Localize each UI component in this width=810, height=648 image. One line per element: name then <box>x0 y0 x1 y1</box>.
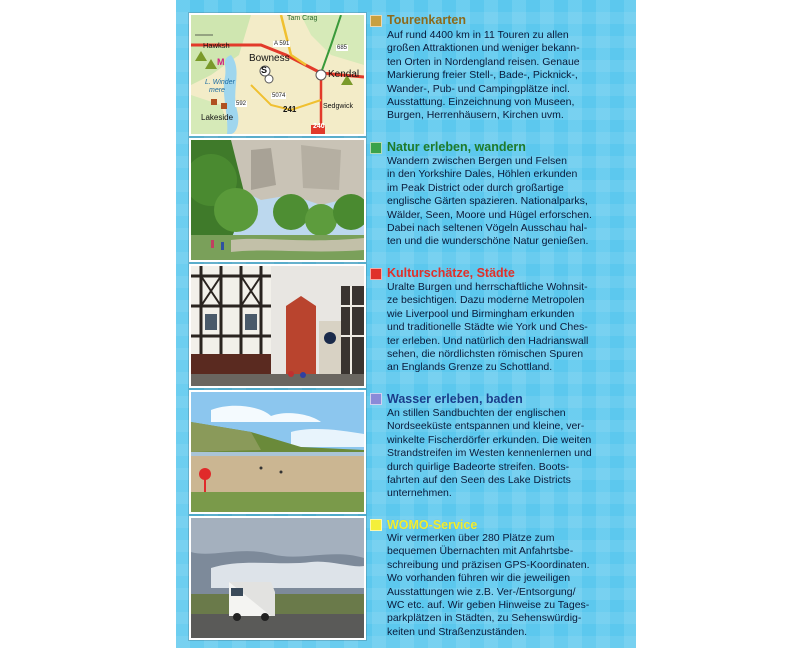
beach-photo <box>189 390 366 514</box>
text-line: Burgen, Herrenhäusern, Kirchen uvm. <box>387 109 564 122</box>
text-line: fahrten auf den Seen des Lake Districts <box>387 474 571 487</box>
map-label-kendal: Kendal <box>328 69 360 80</box>
map-label-road-240: 240 <box>313 123 325 130</box>
brochure-panel <box>176 0 636 648</box>
motorhome-photo <box>189 516 366 640</box>
text-line: parkplätzen in Städten, zu Sehenswürdig- <box>387 612 582 625</box>
map-s-marker: S <box>261 65 268 75</box>
map-label-hawkshead: Hawksh <box>203 41 230 50</box>
text-line: WC etc. auf. Wir geben Hinweise zu Tages- <box>387 599 590 612</box>
text-line: englische Gärten spazieren. Nationalparks, <box>387 195 588 208</box>
map-label-road-a591: A 591 <box>274 41 290 47</box>
section-marker-womo-service <box>370 519 382 531</box>
map-labels <box>191 15 364 134</box>
text-line: Ausstattung. Einzeichnung von Museen, <box>387 96 575 109</box>
text-line: Dabei nach seltenen Vögeln Ausschau hal- <box>387 222 588 235</box>
text-line: an Englands Grenze zu Schottland. <box>387 361 553 374</box>
text-line: im Peak District oder durch großartige <box>387 181 564 194</box>
text-line: ter erleben. Und natürlich den Hadrianswall <box>387 334 589 347</box>
text-tourenkarten <box>387 29 627 123</box>
text-line: Nordseeküste entspannen und kleine, ver- <box>387 420 585 433</box>
text-wasser <box>387 407 627 501</box>
text-line: Wir vermerken über 280 Plätze zum <box>387 532 555 544</box>
tudor-street-photo <box>189 264 366 388</box>
text-line: schreibung und präzisen GPS-Koordinaten. <box>387 558 590 571</box>
text-line: Strandstreifen im Westen kennenlernen und <box>387 447 592 460</box>
map-m-marker: M <box>217 57 225 67</box>
heading-womo-service: WOMO-Service <box>387 518 478 532</box>
text-line: Auf rund 4400 km in 11 Touren zu allen <box>387 29 569 41</box>
text-line: Wander-, Pub- und Campingplätze incl. <box>387 82 570 95</box>
text-line: Ausstattungen wie z.B. Ver-/Entsorgung/ <box>387 585 576 598</box>
text-line: sehen, die nördlichsten römischen Spuren <box>387 348 584 361</box>
text-line: An stillen Sandbuchten der englischen <box>387 407 566 419</box>
map-label-lakeside: Lakeside <box>201 113 234 122</box>
text-line: ten und die wunderschöne Natur genießen. <box>387 235 589 248</box>
heading-wasser: Wasser erleben, baden <box>387 392 523 406</box>
text-line: ten Orten in Nordengland reisen. Genaue <box>387 55 580 68</box>
section-marker-wasser <box>370 393 382 405</box>
map-label-bowness: Bowness <box>249 53 290 64</box>
text-line: bequemen Übernachten mit Anfahrtsbe- <box>387 545 574 558</box>
map-label-road-685: 685 <box>337 45 348 51</box>
text-line: Wandern zwischen Bergen und Felsen <box>387 155 567 167</box>
map-thumbnail <box>189 13 366 136</box>
map-label-sedgwick: Sedgwick <box>323 103 353 110</box>
text-line: in den Yorkshire Dales, Höhlen erkunden <box>387 168 578 181</box>
text-line: ze besichtigen. Dazu moderne Metropolen <box>387 294 585 307</box>
map-label-tam-crag: Tam Crag <box>287 15 318 22</box>
section-marker-kultur <box>370 268 382 280</box>
map-label-road-241: 241 <box>283 105 297 114</box>
text-line: großen Attraktionen und weniger bekann- <box>387 42 580 55</box>
map-label-road-5074: 5074 <box>272 93 286 99</box>
text-line: keiten und Straßenzuständen. <box>387 625 528 638</box>
heading-tourenkarten: Tourenkarten <box>387 13 466 27</box>
map-label-windermere-2: mere <box>209 87 225 94</box>
map-label-road-592: 592 <box>236 101 247 107</box>
text-line: Markierung freier Stell-, Bade-, Picknick-, <box>387 69 578 82</box>
heading-kultur: Kulturschätze, Städte <box>387 266 515 280</box>
text-kultur <box>387 281 627 375</box>
text-line: wie Liverpool und Birmingham erkunden <box>387 307 575 320</box>
text-womo-service <box>387 532 627 639</box>
limestone-cliff-photo <box>189 138 366 262</box>
text-line: durch quirlige Badeorte streifen. Boots- <box>387 460 570 473</box>
text-line: Wälder, Seen, Moore und Hügel erforschen. <box>387 208 592 221</box>
heading-natur: Natur erleben, wandern <box>387 140 526 154</box>
map-label-windermere-1: L. Winder <box>205 79 235 86</box>
text-line: winkelte Fischerdörfer erkunden. Die weiten <box>387 433 592 446</box>
section-marker-tourenkarten <box>370 15 382 27</box>
text-line: und traditionelle Städte wie York und Ches- <box>387 321 588 334</box>
text-line: unternehmen. <box>387 487 452 500</box>
section-marker-natur <box>370 142 382 154</box>
text-line: Uralte Burgen und herrschaftliche Wohnsit- <box>387 281 588 293</box>
text-natur <box>387 155 627 249</box>
text-line: Wo vorhanden führen wir die jeweiligen <box>387 572 571 585</box>
